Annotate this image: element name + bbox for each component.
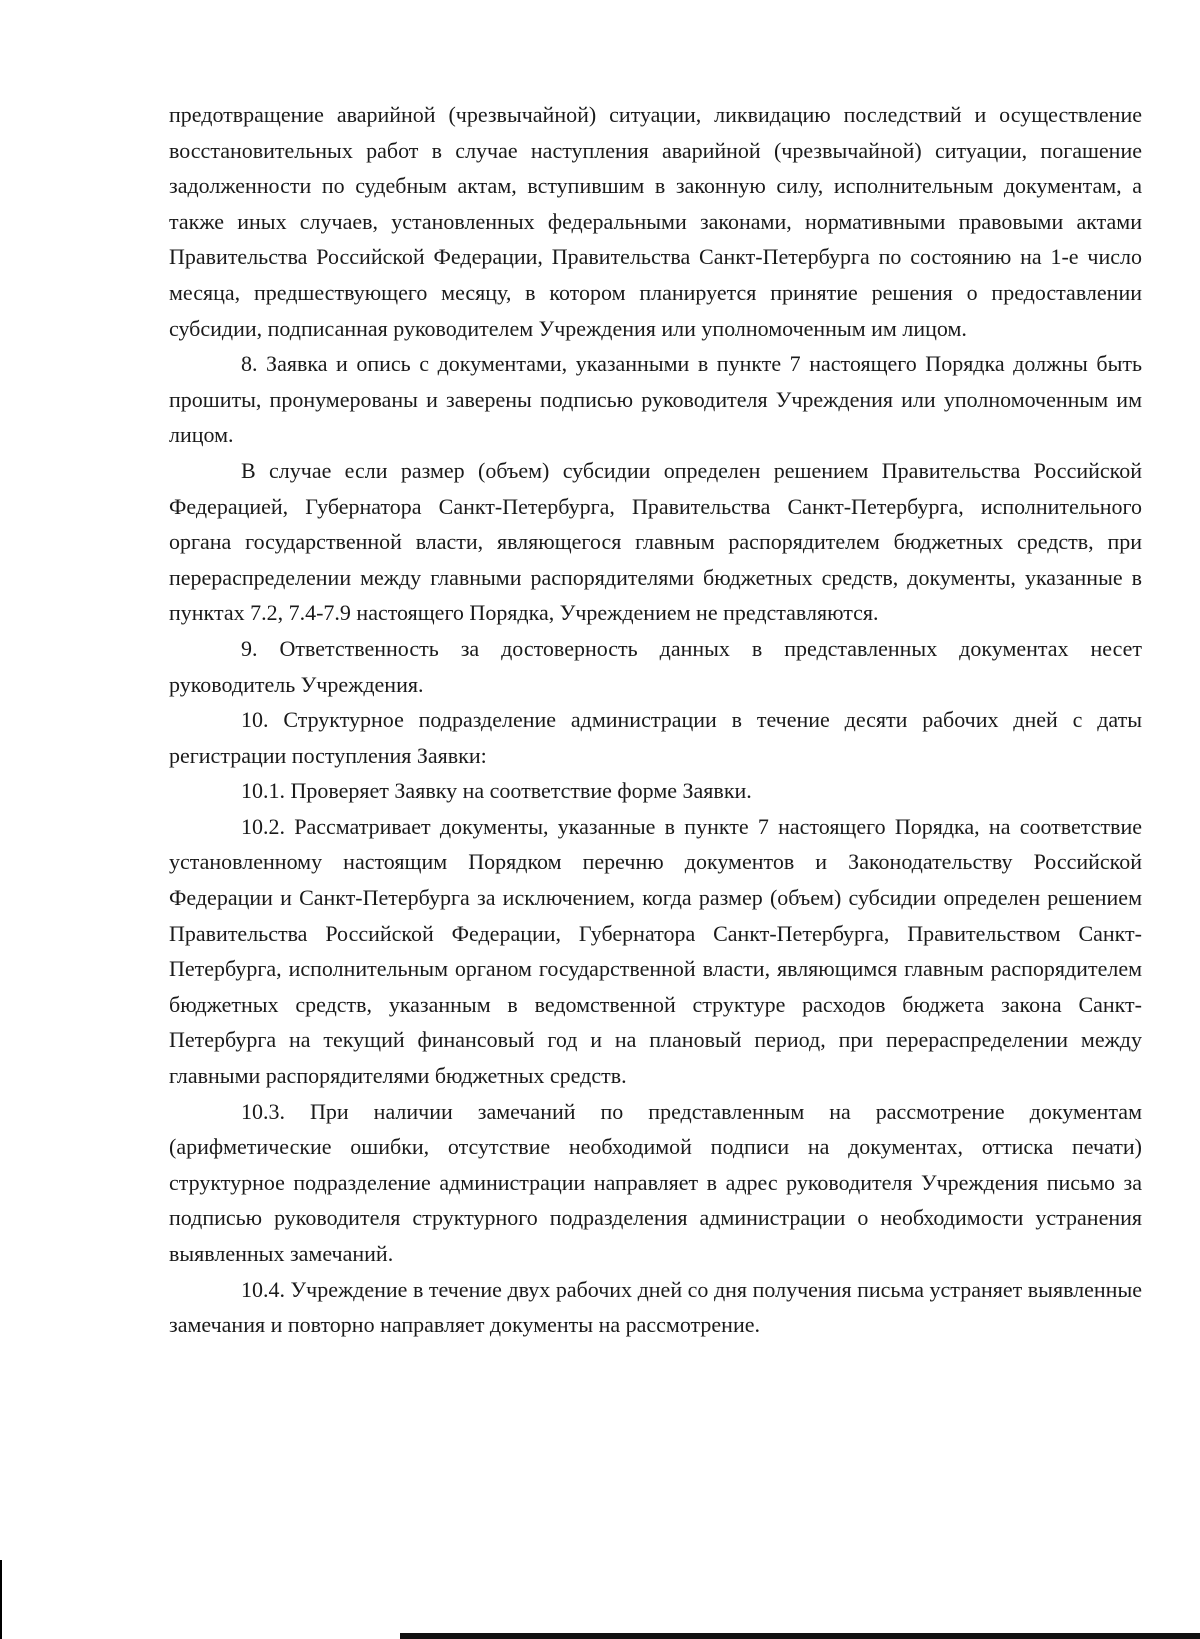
paragraph-9: 9. Ответственность за достоверность данных в представленных документах несет руководитель Учреждения. [169, 635, 1142, 697]
scan-edge-bottom [400, 1633, 1200, 1639]
paragraph-10-1: 10.1. Проверяет Заявку на соответствие форме Заявки. [241, 778, 752, 804]
paragraph-8: 8. Заявка и опись с документами, указанными в пункте 7 настоящего Порядка должны быть прошиты, пронумерованы и заверены подписью руководителя Учреждения или уполномоченным им лицом. [169, 351, 1142, 448]
paragraph-10-4: 10.4. Учреждение в течение двух рабочих дней со дня получения письма устраняет выявленные замечания и повторно направляет документы на рассмотрение. [169, 1276, 1142, 1338]
paragraph-10-3: 10.3. При наличии замечаний по представленным на рассмотрение документам (арифметические ошибки, отсутствие необходимой подписи на документах, оттиска печати) структурное подразделение администрации направляет в адрес руководителя Учреждения письмо за подписью руководителя структурного подразделения администрации о необходимости устранения выявленных замечаний. [169, 1098, 1142, 1266]
paragraph-continuation: предотвращение аварийной (чрезвычайной) ситуации, ликвидацию последствий и осуществление восстановительных работ в случае наступления аварийной (чрезвычайной) ситуации, погашение задолженности по судебным актам, вступившим в законную силу, исполнительным документам, а также иных случаев, установленных федеральными законами, нормативными правовыми актами Правительства Российской Федерации, Правительства Санкт-Петербурга по состоянию на 1-е число месяца, предшествующего месяцу, в котором планируется принятие решения о предоставлении субсидии, подписанная руководителем Учреждения или уполномоченным им лицом. [169, 102, 1142, 341]
paragraph-10: 10. Структурное подразделение администрации в течение десяти рабочих дней с даты регистрации поступления Заявки: [169, 707, 1142, 768]
document-body [169, 97, 1142, 1343]
scan-edge-left [0, 1560, 2, 1639]
paragraph-10-2: 10.2. Рассматривает документы, указанные в пункте 7 настоящего Порядка, на соответствие установленному настоящим Порядком перечню документов и Законодательству Российской Федерации и Санкт-Петербурга за исключением, когда размер (объем) субсидии определен решением Правительства Российской Федерации, Губернатора Санкт-Петербурга, Правительством Санкт-Петербурга, исполнительным органом государственной власти, являющимся главным распорядителем бюджетных средств, указанным в ведомственной структуре расходов бюджета закона Санкт-Петербурга на текущий финансовый год и на плановый период, при перераспределении между главными распорядителями бюджетных средств. [169, 813, 1142, 1089]
paragraph-8-note: В случае если размер (объем) субсидии определен решением Правительства Российской Федерацией, Губернатора Санкт-Петербурга, Правительства Санкт-Петербурга, исполнительного органа государственной власти, являющегося главным распорядителем бюджетных средств, при перераспределении между главными распорядителями бюджетных средств, документы, указанные в пунктах 7.2, 7.4-7.9 настоящего Порядка, Учреждением не представляются. [169, 457, 1142, 626]
